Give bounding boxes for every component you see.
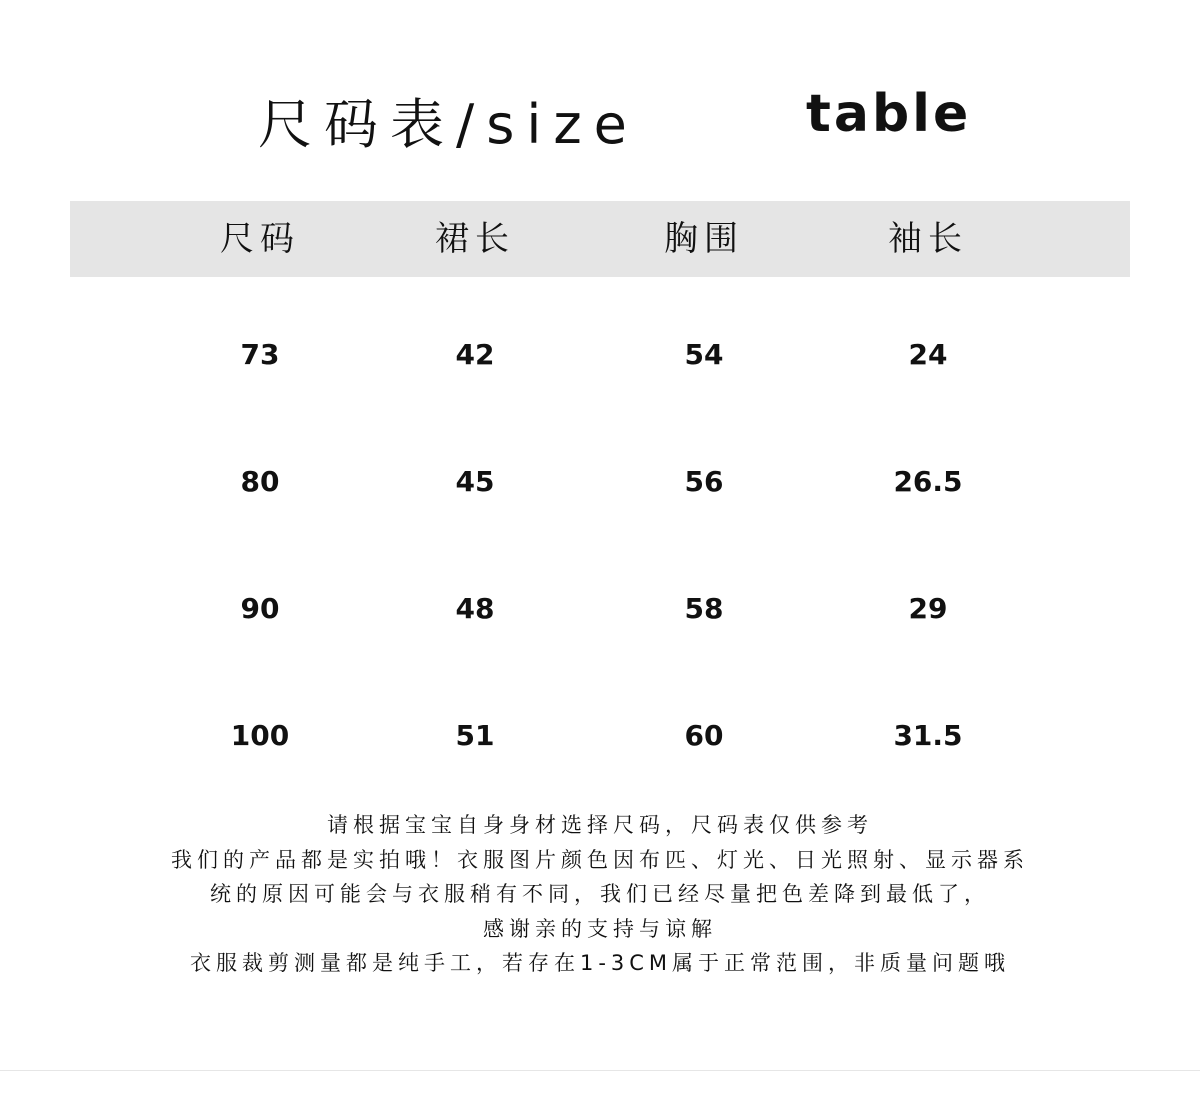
note-line: 衣服裁剪测量都是纯手工，若存在1-3CM属于正常范围，非质量问题哦 (189, 951, 1011, 975)
note-line: 我们的产品都是实拍哦！衣服图片颜色因布匹、灯光、日光照射、显示器系 (171, 847, 1029, 872)
table-row (70, 594, 1130, 721)
title-english: table (806, 84, 972, 144)
size-table (70, 201, 1130, 848)
table-row (70, 467, 1130, 594)
header-sleeve-length: 袖长 (888, 219, 968, 259)
title-chinese: 尺码表/size (258, 93, 639, 156)
header-dress-length: 裙长 (435, 219, 515, 259)
cell-dress-length: 48 (455, 592, 495, 625)
cell-size: 90 (240, 592, 280, 625)
bottom-divider (0, 1070, 1200, 1071)
cell-dress-length: 42 (455, 338, 495, 371)
table-row (70, 340, 1130, 467)
cell-size: 80 (240, 465, 280, 498)
size-notes (0, 808, 1200, 981)
header-chest: 胸围 (664, 219, 744, 259)
cell-chest: 56 (684, 465, 724, 498)
header-size: 尺码 (220, 219, 300, 259)
note-line: 统的原因可能会与衣服稍有不同，我们已经尽量把色差降到最低了， (210, 882, 990, 906)
table-header (70, 201, 1130, 277)
cell-size: 73 (240, 338, 280, 371)
cell-dress-length: 51 (455, 719, 495, 752)
cell-chest: 54 (684, 338, 724, 371)
cell-sleeve-length: 24 (908, 338, 948, 371)
cell-chest: 58 (684, 592, 724, 625)
size-table-title (0, 78, 1200, 158)
cell-dress-length: 45 (455, 465, 495, 498)
cell-chest: 60 (684, 719, 724, 752)
cell-sleeve-length: 29 (908, 592, 948, 625)
cell-sleeve-length: 31.5 (893, 719, 963, 752)
note-line: 感谢亲的支持与谅解 (483, 916, 717, 941)
note-line: 请根据宝宝自身身材选择尺码，尺码表仅供参考 (327, 813, 873, 837)
cell-sleeve-length: 26.5 (893, 465, 963, 498)
cell-size: 100 (230, 719, 290, 752)
